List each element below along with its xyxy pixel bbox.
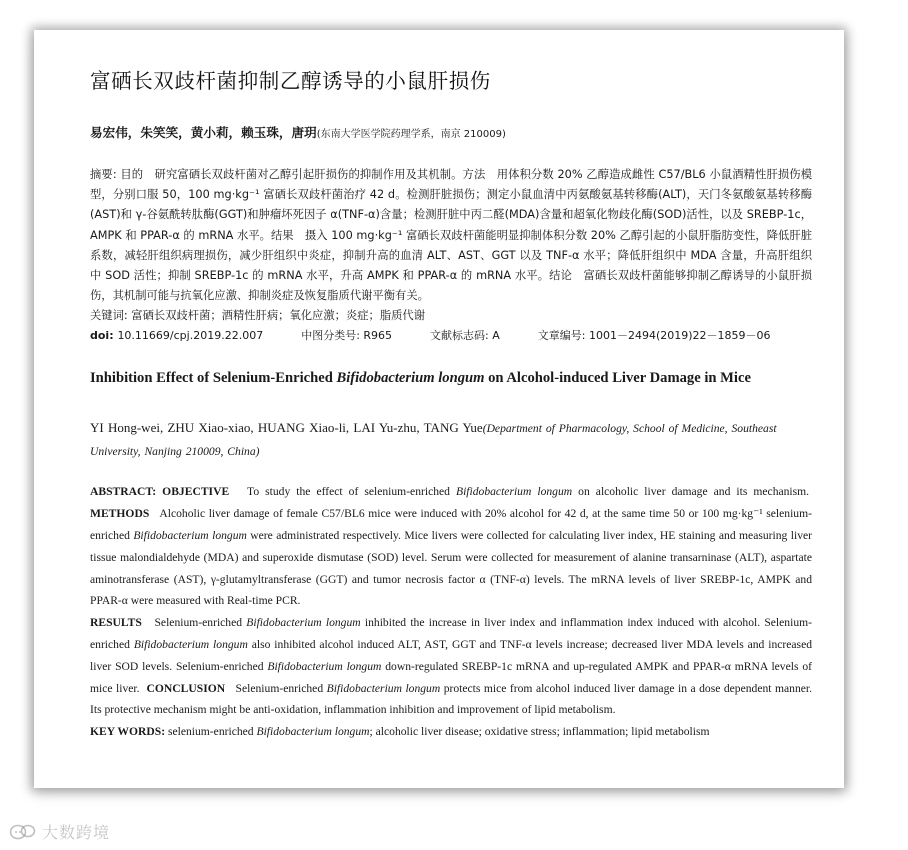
- species-name-1: Bifidobacterium longum: [456, 485, 573, 499]
- keywords-cn: [90, 306, 812, 326]
- doc-code-value: A: [492, 329, 500, 343]
- species-name-5: Bifidobacterium longum: [267, 659, 382, 673]
- watermark: [8, 820, 110, 843]
- conclusion-label: CONCLUSION: [146, 681, 226, 695]
- species-name-3: Bifidobacterium longum: [246, 616, 361, 630]
- keywords-en-text-2: ; alcoholic liver disease; oxidative stress; inflammation; lipid metabolism: [369, 725, 710, 739]
- authors-cn-names: 易宏伟，朱笑笑，黄小莉，赖玉珠，唐玥: [90, 125, 317, 140]
- authors-en-names: YI Hong-wei, ZHU Xiao-xiao, HUANG Xiao-li, LAI Yu-zhu, TANG Yue: [90, 420, 483, 436]
- affiliation-cn: (东南大学医学院药理学系，南京 210009): [316, 129, 506, 140]
- keywords-cn-label: 关键词:: [90, 309, 132, 323]
- abstract-cn: [90, 165, 812, 306]
- abstract-en-label: ABSTRACT: [90, 485, 153, 499]
- article-no-label: 文章编号:: [537, 329, 589, 343]
- paper-content: [90, 64, 812, 743]
- chat-logo-icon: [8, 823, 38, 841]
- title-en: [90, 370, 812, 387]
- keywords-en-text-1: selenium-enriched: [167, 725, 257, 739]
- title-cn: 富硒长双歧杆菌抑制乙醇诱导的小鼠肝损伤: [90, 69, 491, 93]
- species-name-6: Bifidobacterium longum: [326, 681, 441, 695]
- doi-value[interactable]: 10.11669/cpj.2019.22.007: [117, 329, 264, 343]
- objective-text-1: To study the effect of selenium-enriched: [247, 485, 456, 499]
- results-text-4: down-regulated SREBP-1c mRNA and up-regulated AMPK and PPAR-α mRNA levels of mice liver.: [90, 659, 812, 695]
- objective-label: OBJECTIVE: [162, 485, 230, 499]
- results-label: RESULTS: [90, 616, 142, 630]
- watermark-text: 大数跨境: [42, 823, 111, 842]
- doi-label: doi:: [90, 329, 118, 343]
- abstract-cn-text: 目的 研究富硒长双歧杆菌对乙醇引起肝损伤的抑制作用及其机制。方法 用体积分数 20% 乙醇造成雌性 C57/BL6 小鼠酒精性肝损伤模型，分别口服 50，100 mg·kg⁻¹ 富硒长双歧杆菌治疗 42 d。检测肝脏损伤；测定小鼠血清中丙氨酸氨基转移酶(ALT)，天门冬氨酸氨基转移酶(AST)和 γ-谷氨酰转肽酶(GGT)和肿瘤坏死因子 α(TNF-α)含量；检测肝脏中丙二醛(MDA)含量和超氧化物歧化酶(SOD)活性，以及 SREBP-1c，AMPK 和 PPAR-α 的 mRNA 水平。结果 摄入 100 mg·kg⁻¹ 富硒长双歧杆菌能明显抑制体积分数 20% 乙醇引起的小鼠肝脂肪变性，降低肝脏系数，减轻肝组织病理损伤，减少肝组织中炎症，抑制升高的血清 ALT、AST、GGT 以及 TNF-α 水平；降低肝组织中 MDA 含量，升高肝组织中 SOD 活性；抑制 SREBP-1c 的 mRNA 水平，升高 AMPK 和 PPAR-α 的 mRNA 水平。结论 富硒长双歧杆菌能够抑制乙醇诱导的小鼠肝损伤，其机制可能与抗氧化应激、抑制炎症及恢复脂质代谢平衡有关。: [90, 168, 812, 303]
- clc-value: R965: [363, 329, 393, 343]
- conclusion-text-2: protects mice from alcohol induced liver damage in a dose dependent manner. Its protective mechanism might be anti-oxidation, inflammation inhibition and improvement of lipid metabolism.: [90, 681, 813, 717]
- affiliation-en: (Department of Pharmacology, School of Medicine, Southeast University, Nanjing 210009, China): [90, 422, 777, 458]
- paper-page: [34, 30, 844, 788]
- keywords-en-label: KEY WORDS: [90, 725, 162, 739]
- title-en-part2: on Alcohol-induced Liver Damage in Mice: [484, 370, 751, 387]
- article-meta: [90, 326, 812, 346]
- authors-en: [90, 417, 812, 462]
- doc-code-label: 文献标志码:: [430, 329, 493, 343]
- clc-label: 中图分类号:: [301, 329, 364, 343]
- species-name-4: Bifidobacterium longum: [133, 638, 248, 651]
- authors-cn: [90, 122, 812, 141]
- methods-text-1: Alcoholic liver damage of female C57/BL6 mice were induced with 20% alcohol for 42 d, at the same time 50 or 100 mg·kg⁻¹ selenium-enriched: [90, 507, 812, 543]
- abstract-cn-label: 摘要:: [90, 168, 121, 181]
- abstract-en: ABSTRACT: OBJECTIVE To study the effect of selenium-enriched Bifidobacterium longum on alcoholic liver damage and its mechanism. METHODS Alcoholic liver damage of female C57/BL6 mice were induced with 20% alcohol for 42 d, at the same time 50 or 100 mg·kg⁻¹ selenium-enriched Bifidobacterium longum were administrated respectively. Mice livers were collected for calculating liver index, HE staining and measuring liver tissue malondialdehyde (MDA) and superoxide dismutase (SOD) level. Serum were collected for measurement of alanine transarninase (ALT), aspartate aminotransferase (AST), γ-glutamyltransferase (GGT) and tumor necrosis factor α (TNF-α) levels. The mRNA levels of liver SREBP-1c, AMPK and PPAR-α were measured with Real-time PCR. RESULTS Selenium-enriched Bifidobacterium longum inhibited the increase in liver index and inflammation index induced with alcohol. Selenium-enriched Bifidobacterium longum also inhibited alcohol induced ALT, AST, GGT and TNF-α levels increase; decreased liver MDA levels and increased liver SOD levels. Selenium-enriched Bifidobacterium longum down-regulated SREBP-1c mRNA and up-regulated AMPK and PPAR-α mRNA levels of mice liver. CONCLUSION Selenium-enriched Bifidobacterium longum protects mice from alcohol induced liver damage in a dose dependent manner. Its protective mechanism might be anti-oxidation, inflammation inhibition and improvement of lipid metabolism.: [90, 485, 813, 717]
- conclusion-text-1: Selenium-enriched: [235, 681, 327, 695]
- objective-text-2: on alcoholic liver damage and its mechanism.: [572, 485, 810, 499]
- keywords-en: KEY WORDS: selenium-enriched Bifidobacterium longum; alcoholic liver disease; oxidative stress; inflammation; lipid metabolism: [90, 725, 710, 739]
- title-en-part1: Inhibition Effect of Selenium-Enriched: [90, 370, 337, 387]
- results-text-1: Selenium-enriched: [154, 616, 247, 630]
- results-text-2: inhibited the increase in liver index and inflammation index induced with alcohol. Selenium-enriched: [90, 616, 812, 651]
- article-no-value: 1001－2494(2019)22－1859－06: [588, 329, 771, 343]
- keywords-en-species: Bifidobacterium longum: [256, 725, 370, 739]
- species-name-2: Bifidobacterium longum: [133, 529, 247, 543]
- title-en-species: Bifidobacterium longum: [336, 370, 485, 387]
- results-text-3: also inhibited alcohol induced ALT, AST, GGT and TNF-α levels increase; decreased liver MDA levels and increased liver SOD levels. Selenium-enriched: [90, 638, 813, 673]
- methods-label: METHODS: [90, 507, 150, 521]
- methods-text-2: were administrated respectively. Mice livers were collected for calculating liver index, HE staining and measuring liver tissue malondialdehyde (MDA) and superoxide dismutase (SOD) level. Serum were collected for measurement of alanine transarninase (ALT), aspartate aminotransferase (AST), γ-glutamyltransferase (GGT) and tumor necrosis factor α (TNF-α) levels. The mRNA levels of liver SREBP-1c, AMPK and PPAR-α were measured with Real-time PCR.: [90, 529, 812, 608]
- keywords-cn-text: 富硒长双歧杆菌；酒精性肝病；氧化应激；炎症；脂质代谢: [131, 309, 426, 323]
